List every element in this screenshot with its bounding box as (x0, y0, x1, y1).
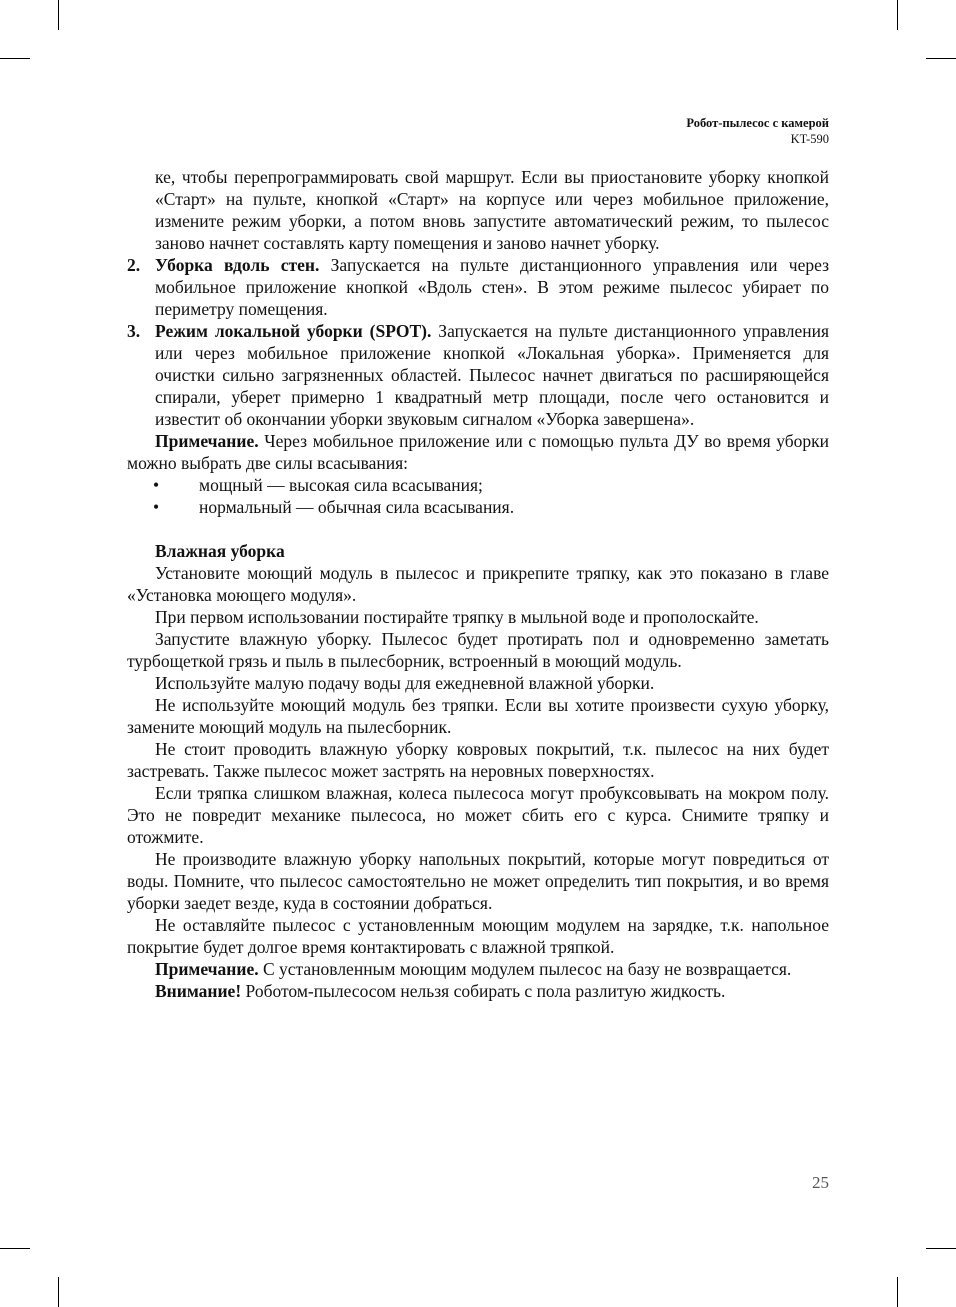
header-model: KT-590 (790, 132, 829, 146)
section-title: Влажная уборка (155, 541, 285, 561)
body-paragraph: Не оставляйте пылесос с установленным моющим модулем на зарядке, т.к. напольное покрытие будет долгое время контактировать с влажной тряпкой. (127, 915, 829, 957)
bullet-symbol: • (153, 475, 160, 495)
warning-label: Внимание! (155, 981, 242, 1001)
crop-mark (0, 58, 30, 59)
crop-mark (0, 1248, 30, 1249)
crop-mark (897, 1277, 898, 1307)
note-text: С установленным моющим модулем пылесос на базу не возвращается. (258, 959, 792, 979)
list-item-title: Уборка вдоль стен. (155, 255, 320, 275)
crop-mark (58, 1277, 59, 1307)
bullet-symbol: • (153, 497, 160, 517)
list-item-text: Запускается на пульте дистанционного управления или через мобильное приложение кнопкой «Вдоль стен». В этом режиме пылесос убирает по периметру помещения. (155, 255, 829, 319)
bullet-text: нормальный — обычная сила всасывания. (199, 497, 515, 517)
list-item (127, 320, 829, 430)
note-text: Через мобильное приложение или с помощью пульта ДУ во время уборки можно выбрать две силы всасывания: (127, 431, 829, 473)
crop-mark (926, 58, 956, 59)
note-label: Примечание. (155, 431, 259, 451)
list-item-title: Режим локальной уборки (SPOT). (155, 321, 432, 341)
warning-paragraph (127, 980, 829, 1002)
list-number: 2. (127, 255, 141, 275)
note-paragraph (127, 430, 829, 474)
page-body (127, 166, 829, 1002)
body-paragraph: Не производите влажную уборку напольных покрытий, которые могут повредиться от воды. Помните, что пылесос самостоятельно не может определить тип покрытия, и во время уборки заедет везде, куда в состоянии добраться. (127, 849, 829, 913)
bullet-item (127, 474, 829, 496)
page-number: 25 (812, 1173, 829, 1192)
crop-mark (58, 0, 59, 30)
crop-mark (926, 1248, 956, 1249)
note-label: Примечание. (155, 959, 259, 979)
note-paragraph (127, 958, 829, 980)
body-paragraph: Если тряпка слишком влажная, колеса пылесоса могут пробуксовывать на мокром полу. Это не повредит механике пылесоса, но может сбить его с курса. Снимите тряпку и отожмите. (127, 783, 829, 847)
body-paragraph: Запустите влажную уборку. Пылесос будет протирать пол и одновременно заметать турбощеткой грязь и пыль в пылесборник, встроенный в моющий модуль. (127, 629, 829, 671)
body-paragraph: Не используйте моющий модуль без тряпки. Если вы хотите произвести сухую уборку, замените моющий модуль на пылесборник. (127, 695, 829, 737)
header-title: Робот-пылесос с камерой (686, 116, 829, 130)
body-paragraph: При первом использовании постирайте тряпку в мыльной воде и прополоскайте. (155, 607, 759, 627)
intro-paragraph: ке, чтобы перепрограммировать свой маршрут. Если вы приостановите уборку кнопкой «Старт» на пульте, кнопкой «Старт» на корпусе или через мобильное приложение, измените режим уборки, а потом вновь запустите автоматический режим, то пылесос заново начнет составлять карту помещения и заново начнет уборку. (155, 167, 829, 253)
list-number: 3. (127, 321, 141, 341)
warning-text: Роботом-пылесосом нельзя собирать с пола разлитую жидкость. (241, 981, 726, 1001)
bullet-text: мощный — высокая сила всасывания; (199, 475, 483, 495)
list-item (127, 254, 829, 320)
body-paragraph: Используйте малую подачу воды для ежедневной влажной уборки. (155, 673, 655, 693)
bullet-item (127, 496, 829, 518)
crop-mark (897, 0, 898, 30)
running-header (686, 115, 829, 147)
body-paragraph: Не стоит проводить влажную уборку ковровых покрытий, т.к. пылесос на них будет застревать. Также пылесос может застрять на неровных поверхностях. (127, 739, 829, 781)
list-item-text: Запускается на пульте дистанционного управления или через мобильное приложение кнопкой «Локальная уборка». Применяется для очистки сильно загрязненных областей. Пылесос начнет двигаться по расширяющейся спирали, уберет примерно 1 квадратный метр площади, после чего остановится и известит об окончании уборки звуковым сигналом «Уборка завершена». (155, 321, 829, 429)
body-paragraph: Установите моющий модуль в пылесос и прикрепите тряпку, как это показано в главе «Установка моющего модуля». (127, 563, 829, 605)
